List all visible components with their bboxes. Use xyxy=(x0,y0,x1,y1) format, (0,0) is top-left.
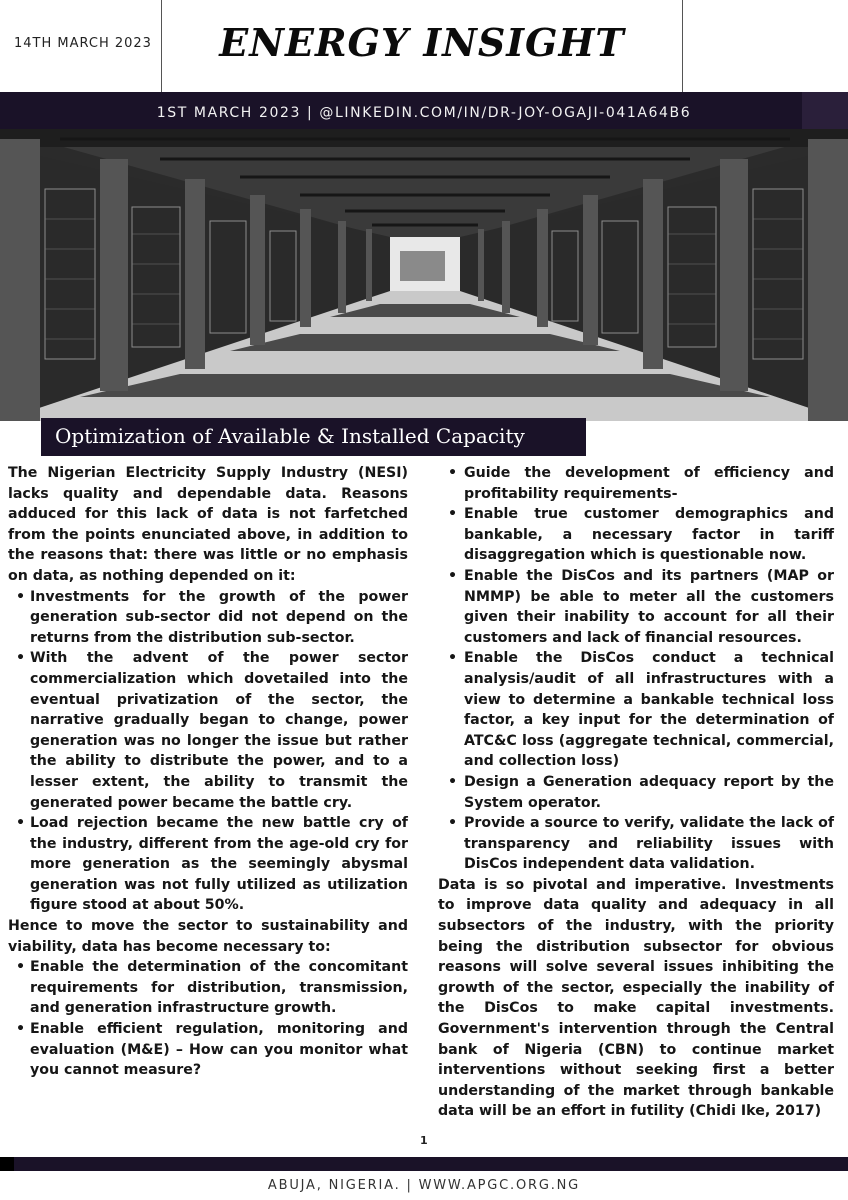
footer-accent xyxy=(0,1157,14,1171)
page-number: 1 xyxy=(420,1134,428,1147)
footer-bar xyxy=(0,1157,848,1171)
list-item: • Guide the development of efficiency and profitability requirements- xyxy=(438,463,834,504)
list-item: • Provide a source to verify, validate the lack of transparency and reliability issues with DisCos independent data validation. xyxy=(438,813,834,875)
intro-paragraph: The Nigerian Electricity Supply Industry (NESI) lacks quality and dependable data. Reasons adduced for this lack of data is not farfetched from the points enunciated above, in addition to the reasons that: there was little or no emphasis on data, as nothing depended on it: xyxy=(8,465,408,584)
list-item: • Investments for the growth of the power generation sub-sector did not depend on the returns from the distribution sub-sector. xyxy=(8,587,408,649)
right-column xyxy=(438,463,834,1122)
list-item: • Enable true customer demographics and bankable, a necessary factor in tariff disaggregation which is questionable now. xyxy=(438,504,834,566)
section-title: Optimization of Available & Installed Capacity xyxy=(55,424,525,448)
covered-walkway-photo xyxy=(0,129,848,421)
left-bullet-list xyxy=(8,587,408,917)
list-item: • Enable the determination of the concomitant requirements for distribution, transmission, and generation infrastructure growth. xyxy=(8,957,408,1019)
middle-paragraph: Hence to move the sector to sustainability and viability, data has become necessary to: xyxy=(8,918,408,955)
list-item: • Enable the DisCos and its partners (MAP or NMMP) be able to meter all the customers given their inability to account for all their customers and lack of financial resources. xyxy=(438,566,834,648)
list-item: • With the advent of the power sector commercialization which dovetailed into the eventual privatization of the sector, the narrative gradually began to change, power generation was no longer the issue but rather the ability to distribute the power, and to a lesser extent, the ability to transmit the generated power became the battle cry. xyxy=(8,648,408,813)
left-bullet-list-2 xyxy=(8,957,408,1081)
closing-paragraph: Data is so pivotal and imperative. Investments to improve data quality and adequacy in all subsectors of the industry, with the priority being the distribution subsector for obvious reasons will solve several issues inhibiting the growth of the sector, especially the inability of the DisCos to make capital investments. Government's intervention through the Central bank of Nigeria (CBN) to continue market interventions without seeking first a better understanding of the market through bankable data will be an effort in futility (Chidi Ike, 2017) xyxy=(438,876,834,1120)
footer-text: ABUJA, NIGERIA. | WWW.APGC.ORG.NG xyxy=(267,1178,581,1193)
issue-date: 14TH MARCH 2023 xyxy=(14,36,152,51)
list-item: • Enable the DisCos conduct a technical analysis/audit of all infrastructures with a view to determine a bankable technical loss factor, a key input for the determination of ATC&C loss (aggregate technical, commercial, and collection loss) xyxy=(438,648,834,772)
list-item: • Load rejection became the new battle cry of the industry, different from the age-old cry for more generation as the seemingly abysmal generation was not fully utilized as utilization figure stood at about 50%. xyxy=(8,813,408,916)
header xyxy=(0,0,848,92)
right-bullet-list xyxy=(438,463,834,875)
hero-image xyxy=(0,129,848,421)
newsletter-title: ENERGY INSIGHT xyxy=(219,20,625,65)
list-item: • Enable efficient regulation, monitoring and evaluation (M&E) – How can you monitor what you cannot measure? xyxy=(8,1019,408,1081)
section-heading xyxy=(41,418,586,456)
left-column xyxy=(8,463,408,1081)
banner-text: 1ST MARCH 2023 | @LINKEDIN.COM/IN/DR-JOY-OGAJI-041A64B6 xyxy=(156,105,692,121)
header-divider-right xyxy=(682,0,683,92)
list-item: • Design a Generation adequacy report by the System operator. xyxy=(438,772,834,813)
